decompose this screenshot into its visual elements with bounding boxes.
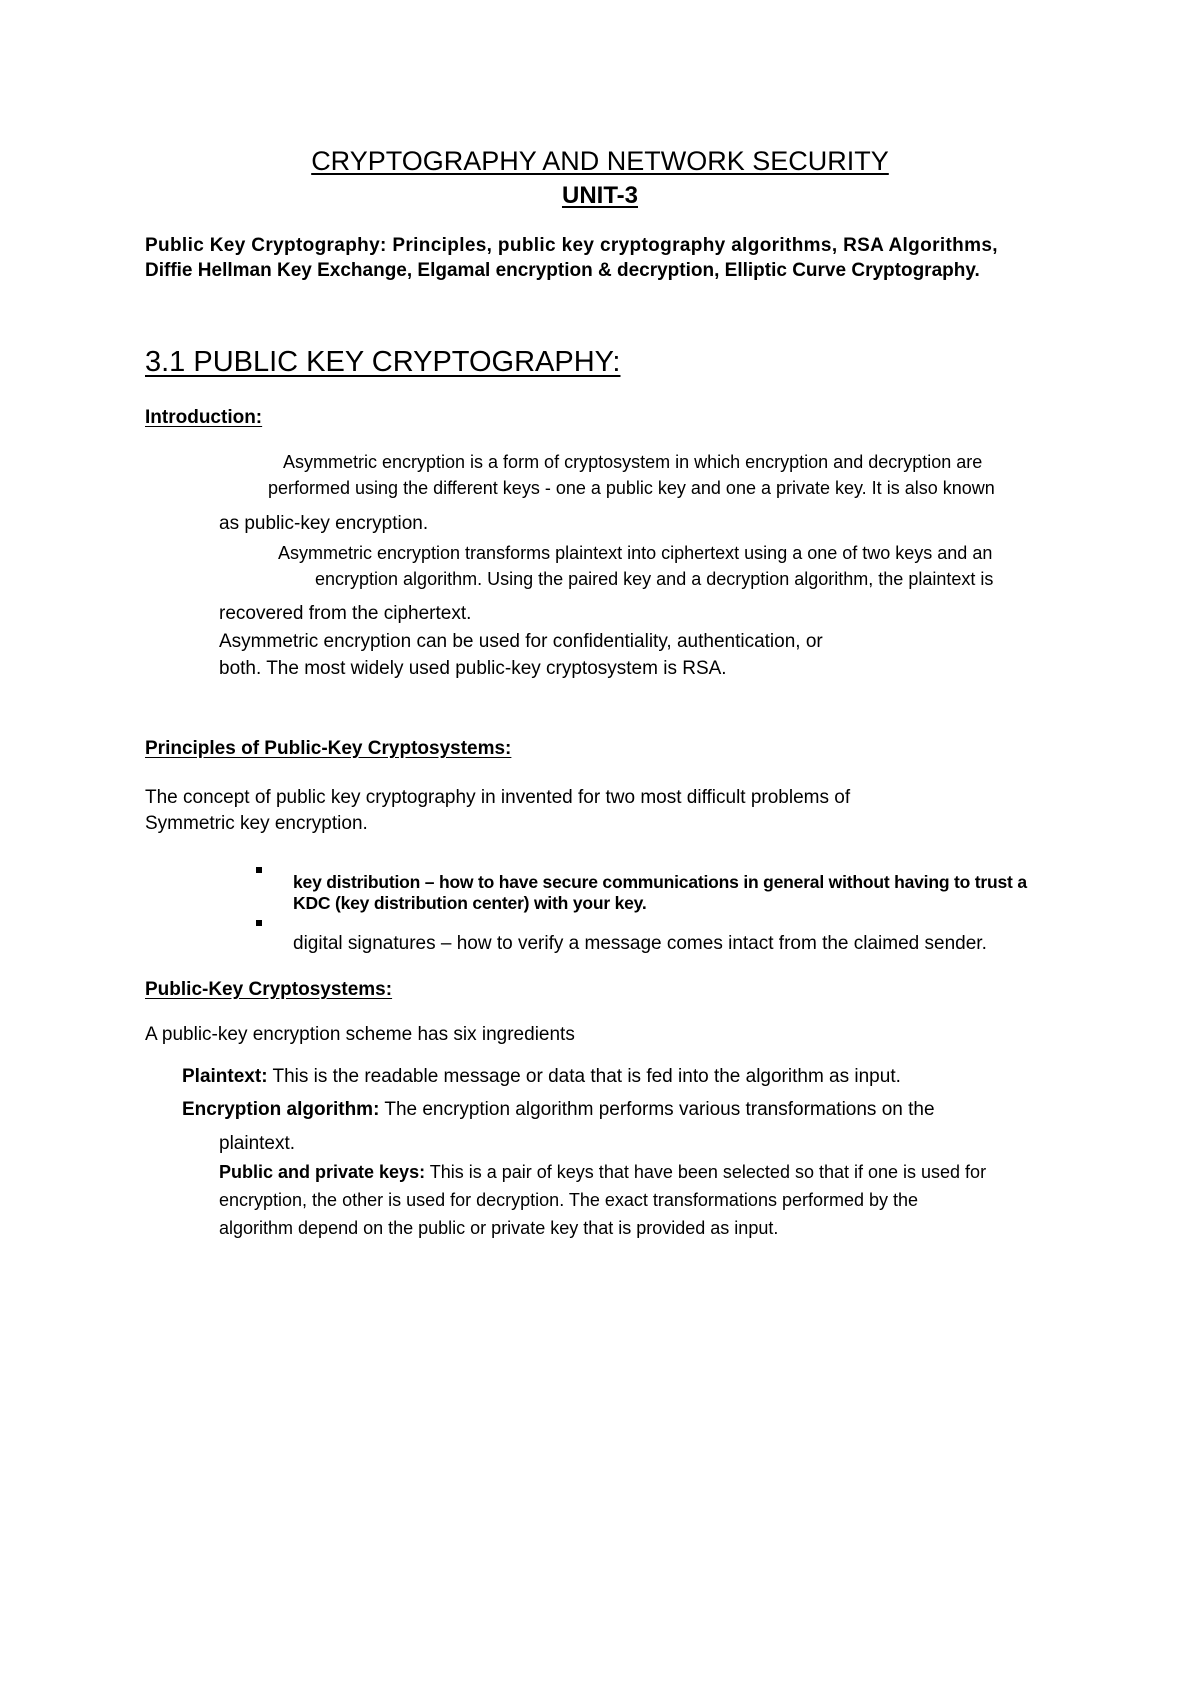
- bullet-icon: [256, 867, 262, 873]
- cryptosystems-heading: Public-Key Cryptosystems:: [145, 979, 393, 1000]
- bullet-key-distribution-line-2: KDC (key distribution center) with your key.: [293, 893, 647, 913]
- encryption-algorithm-term: Encryption algorithm:: [182, 1099, 380, 1120]
- intro-paragraph-1-line-1: Asymmetric encryption is a form of cryptosystem in which encryption and decryption are: [283, 452, 983, 472]
- intro-paragraph-2-line-1: Asymmetric encryption transforms plaintext into ciphertext using a one of two keys and an: [278, 543, 993, 563]
- intro-paragraph-3-line-1: Asymmetric encryption can be used for confidentiality, authentication, or: [219, 631, 823, 652]
- plaintext-item: [182, 1066, 901, 1088]
- bullet-key-distribution-line-1: key distribution – how to have secure communications in general without having to trust a: [293, 872, 1027, 892]
- public-private-keys-term: Public and private keys:: [219, 1162, 426, 1182]
- section-heading: 3.1 PUBLIC KEY CRYPTOGRAPHY:: [145, 346, 621, 378]
- bullet-digital-signatures-desc: – how to verify a message comes intact from the claimed sender.: [435, 933, 987, 954]
- syllabus-text-1: Public Key Cryptography: Principles, public key cryptography algorithms, RSA Algorithms,: [145, 235, 998, 256]
- syllabus-line-1: [145, 232, 998, 260]
- encryption-algorithm-item: [182, 1099, 935, 1121]
- plaintext-term: Plaintext:: [182, 1066, 268, 1087]
- syllabus-line-2: Diffie Hellman Key Exchange, Elgamal encryption & decryption, Elliptic Curve Cryptography.: [145, 260, 980, 281]
- intro-paragraph-3-line-2: both. The most widely used public-key cryptosystem is RSA.: [219, 658, 727, 679]
- unit-title: UNIT-3: [561, 182, 638, 209]
- intro-paragraph-1-line-3: as public-key encryption.: [219, 513, 429, 534]
- intro-paragraph-1-line-2: performed using the different keys - one a public key and one a private key. It is also known: [268, 478, 995, 498]
- intro-paragraph-2-line-2: encryption algorithm. Using the paired key and a decryption algorithm, the plaintext is: [315, 569, 994, 589]
- introduction-heading: Introduction:: [145, 407, 263, 428]
- public-private-keys-item: [219, 1162, 986, 1183]
- public-private-keys-desc-line-2: encryption, the other is used for decryption. The exact transformations performed by the: [219, 1190, 919, 1210]
- principles-intro-line-2: Symmetric key encryption.: [145, 813, 368, 834]
- public-private-keys-desc-line-3: algorithm depend on the public or private key that is provided as input.: [219, 1218, 779, 1238]
- bullet-digital-signatures: [293, 933, 987, 955]
- document-title: CRYPTOGRAPHY AND NETWORK SECURITY: [311, 146, 889, 176]
- cryptosystems-intro: A public-key encryption scheme has six ingredients: [145, 1024, 575, 1045]
- principles-heading: Principles of Public-Key Cryptosystems:: [145, 738, 512, 759]
- principles-intro-line-1: The concept of public key cryptography in invented for two most difficult problems of: [145, 787, 851, 808]
- bullet-icon: [256, 920, 262, 926]
- plaintext-desc: This is the readable message or data that is fed into the algorithm as input.: [267, 1066, 901, 1087]
- intro-paragraph-2-line-3: recovered from the ciphertext.: [219, 603, 472, 624]
- encryption-algorithm-desc: The encryption algorithm performs various transformations on the: [379, 1099, 935, 1120]
- encryption-algorithm-desc-line-2: plaintext.: [219, 1133, 296, 1154]
- public-private-keys-desc: This is a pair of keys that have been selected so that if one is used for: [425, 1162, 987, 1182]
- bullet-digital-signatures-term: digital signatures: [293, 933, 436, 954]
